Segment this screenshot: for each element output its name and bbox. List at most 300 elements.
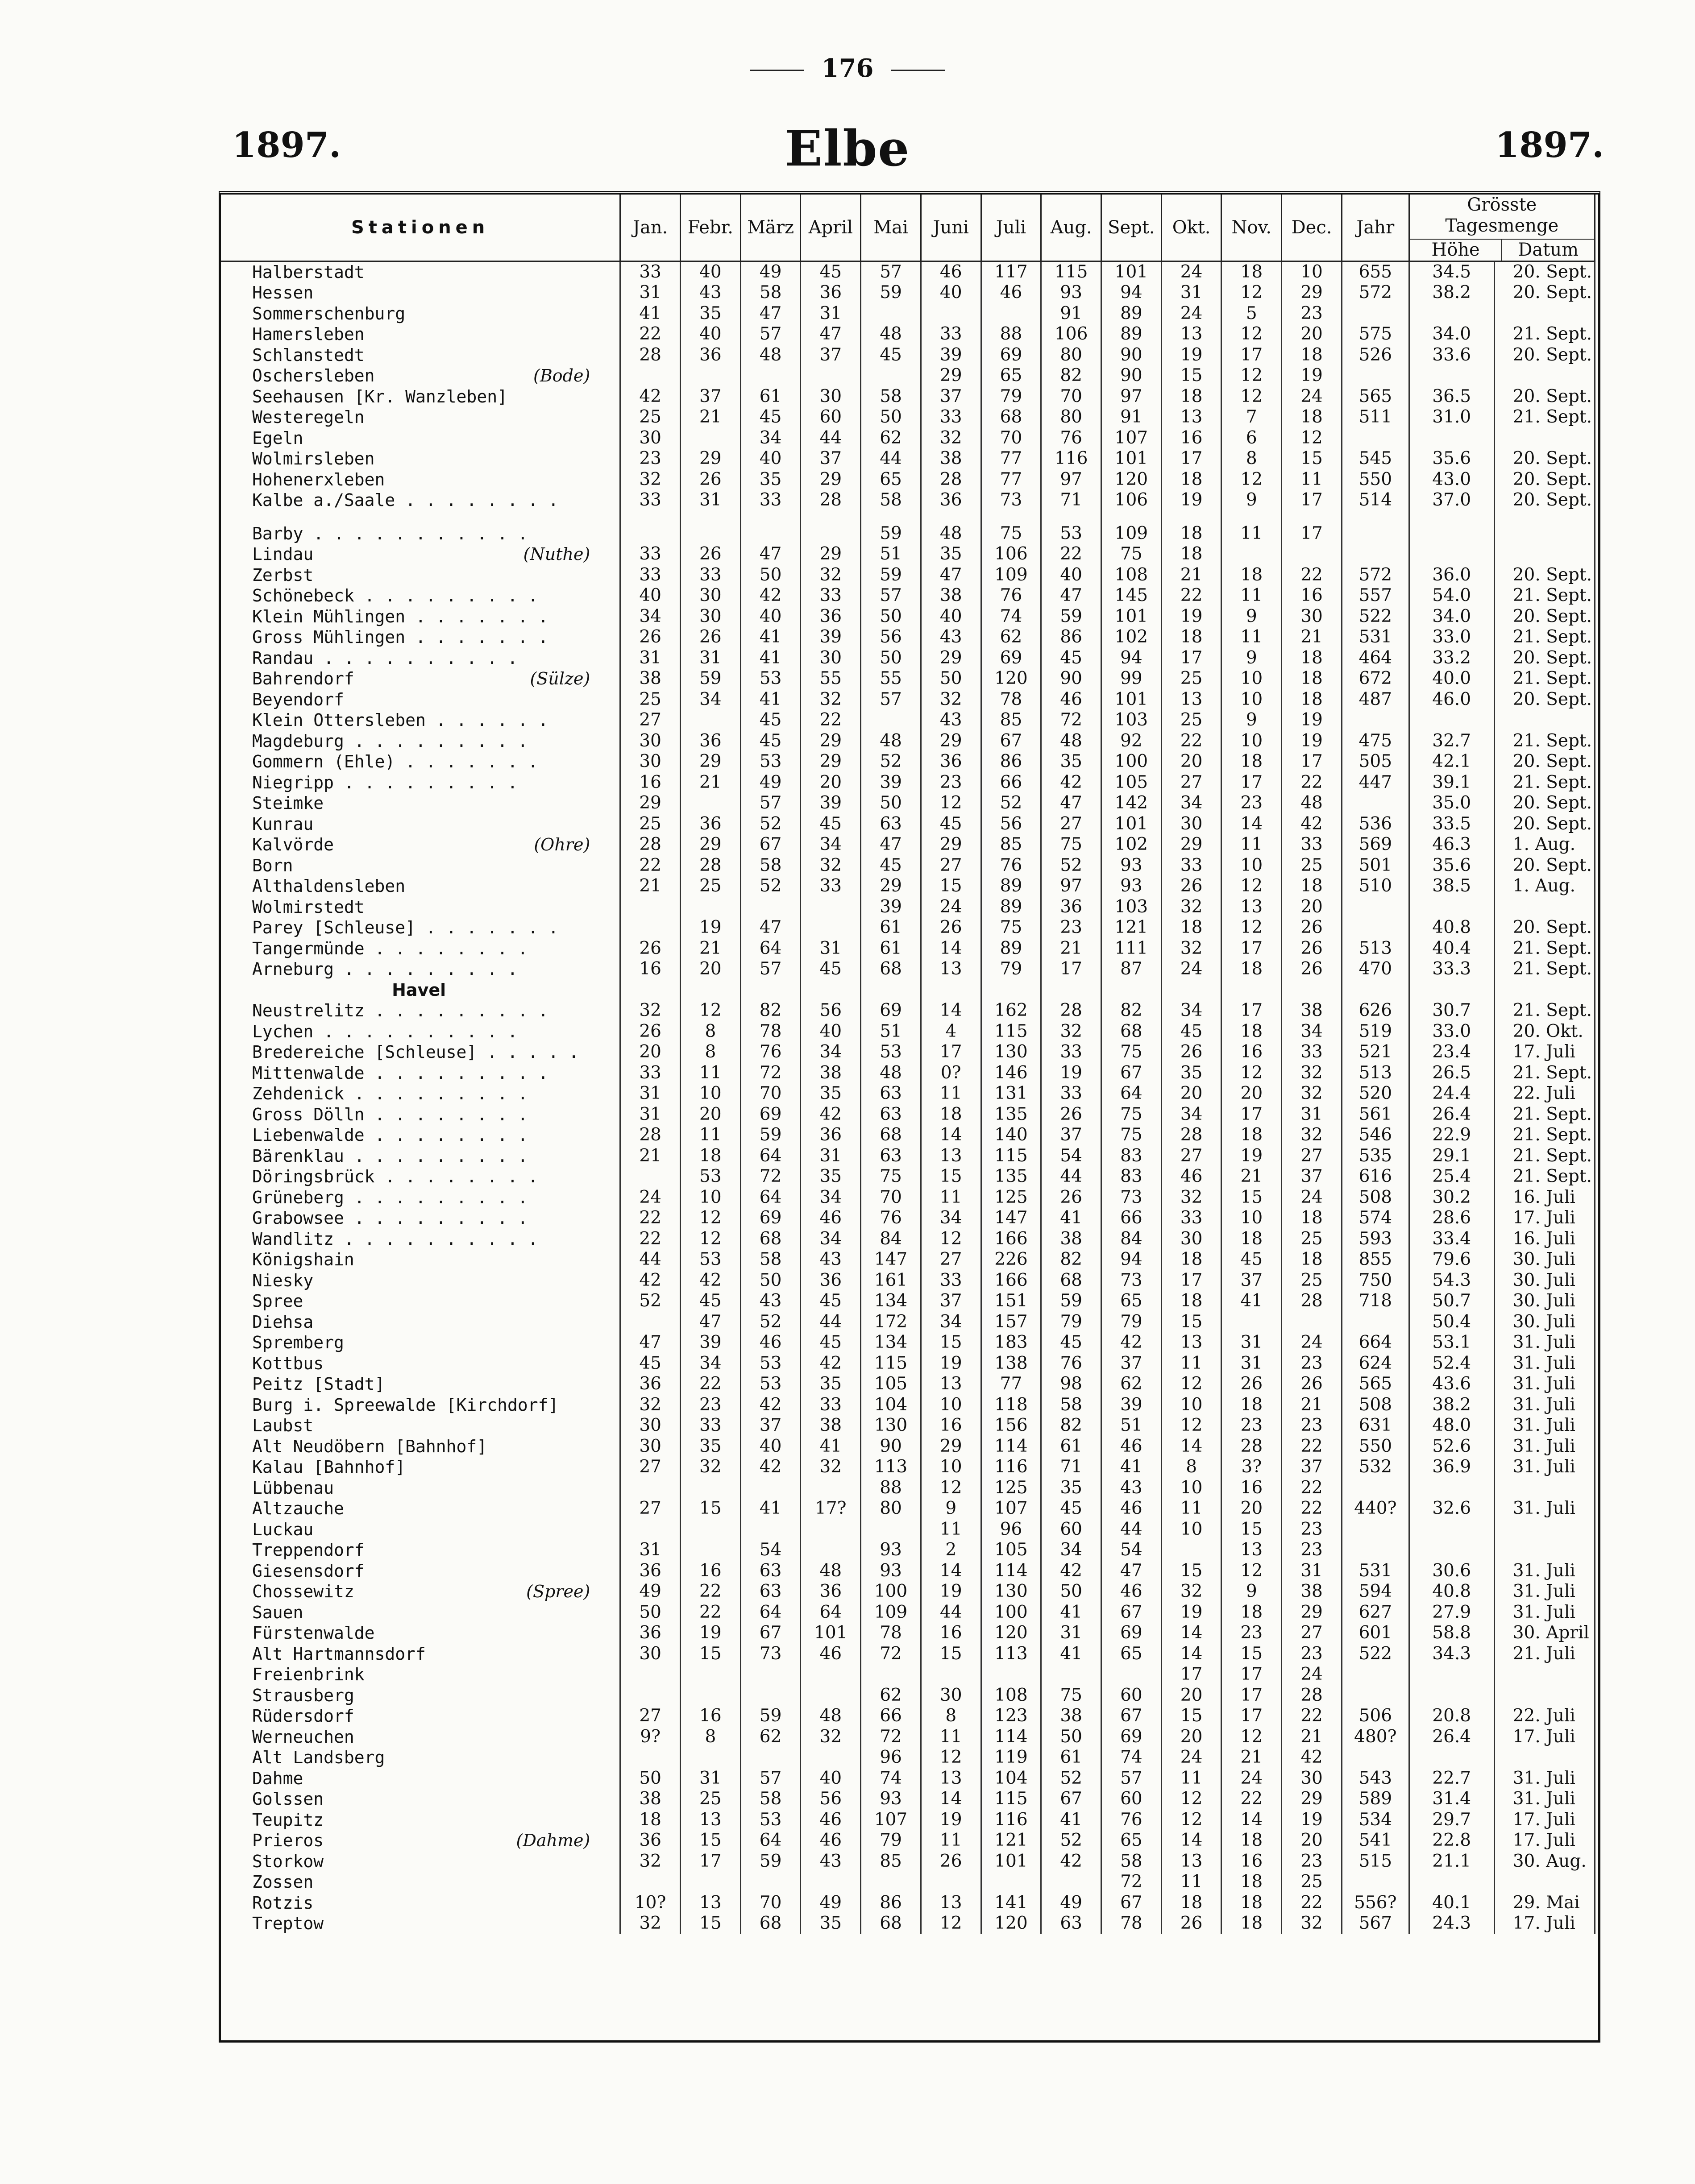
month-value: 28 xyxy=(620,834,681,855)
month-value: 22 xyxy=(620,855,681,876)
table-row xyxy=(221,1602,1595,1623)
station-cell xyxy=(221,793,620,814)
month-value: 31 xyxy=(1282,1104,1342,1125)
month-value: 18 xyxy=(1282,407,1342,428)
station-cell xyxy=(221,1623,620,1644)
year-total: 601 xyxy=(1342,1623,1409,1644)
month-value: 32 xyxy=(801,689,861,710)
station-name: Barby . . . . . . . . . . . xyxy=(252,523,528,543)
month-value xyxy=(681,710,741,731)
station-name: Hohenerxleben xyxy=(252,469,385,489)
station-name: Döringsbrück . . . . . . . . xyxy=(252,1167,538,1186)
month-value: 89 xyxy=(1101,303,1162,324)
month-value: 46 xyxy=(801,1644,861,1665)
year-total: 664 xyxy=(1342,1332,1409,1353)
month-value: 31 xyxy=(801,303,861,324)
month-value: 36 xyxy=(1041,897,1101,918)
table-row xyxy=(221,1166,1595,1187)
station-name: Gommern (Ehle) . . . . . . . xyxy=(252,752,538,771)
max-height: 34.5 xyxy=(1409,261,1494,282)
month-value: 41 xyxy=(1221,1291,1282,1312)
month-value: 11 xyxy=(1221,523,1282,544)
max-date: 16. Juli xyxy=(1494,1187,1595,1208)
month-value: 33 xyxy=(681,1415,741,1436)
month-value: 31 xyxy=(1221,1353,1282,1374)
station-name: Niesky xyxy=(252,1270,314,1290)
month-value: 38 xyxy=(620,1789,681,1810)
year-total: 447 xyxy=(1342,772,1409,793)
month-value: 45 xyxy=(740,710,801,731)
month-value: 18 xyxy=(1161,523,1221,544)
month-value: 120 xyxy=(981,1623,1041,1644)
month-value: 42 xyxy=(740,1457,801,1478)
month-value: 51 xyxy=(861,1021,921,1042)
table-row xyxy=(221,1353,1595,1374)
month-value: 29 xyxy=(801,544,861,565)
table-row xyxy=(221,1644,1595,1665)
month-value: 39 xyxy=(801,627,861,648)
month-value: 24 xyxy=(921,897,981,918)
station-name: Dahme xyxy=(252,1768,303,1788)
month-value: 18 xyxy=(1161,627,1221,648)
max-height: 46.3 xyxy=(1409,834,1494,855)
max-date: 31. Juli xyxy=(1494,1332,1595,1353)
month-value: 11 xyxy=(1161,1768,1221,1789)
month-value: 41 xyxy=(801,1436,861,1457)
month-value: 75 xyxy=(1041,834,1101,855)
station-name: Gross Dölln . . . . . . . . xyxy=(252,1104,528,1124)
month-value: 32 xyxy=(1041,1021,1101,1042)
max-date: 20. Sept. xyxy=(1494,282,1595,303)
month-value: 68 xyxy=(1041,1270,1101,1291)
month-value xyxy=(861,1519,921,1540)
table-row xyxy=(221,1706,1595,1727)
month-value: 28 xyxy=(1282,1685,1342,1706)
station-name: Lübbenau xyxy=(252,1478,334,1498)
month-value xyxy=(861,710,921,731)
month-value: 27 xyxy=(921,1249,981,1270)
month-value xyxy=(801,1872,861,1893)
month-value: 26 xyxy=(921,1851,981,1872)
month-value: 64 xyxy=(740,1602,801,1623)
month-value: 34 xyxy=(620,606,681,627)
month-value: 11 xyxy=(921,1727,981,1748)
month-value: 77 xyxy=(981,448,1041,469)
month-value: 18 xyxy=(1282,668,1342,689)
month-value: 19 xyxy=(1041,1063,1101,1084)
month-value: 88 xyxy=(861,1478,921,1499)
month-value: 17 xyxy=(1282,490,1342,511)
month-value: 71 xyxy=(1041,1457,1101,1478)
month-value: 48 xyxy=(921,523,981,544)
station-cell xyxy=(221,1312,620,1333)
month-value: 103 xyxy=(1101,897,1162,918)
month-value: 13 xyxy=(921,1374,981,1395)
month-value: 27 xyxy=(620,1498,681,1519)
table-row xyxy=(221,648,1595,669)
max-date: 20. Sept. xyxy=(1494,917,1595,938)
month-value: 38 xyxy=(921,448,981,469)
station-cell xyxy=(221,1561,620,1582)
station-name: Gross Mühlingen . . . . . . . xyxy=(252,627,548,647)
year-total: 510 xyxy=(1342,876,1409,897)
month-value: 71 xyxy=(1041,490,1101,511)
month-value: 14 xyxy=(921,1125,981,1146)
month-value: 33 xyxy=(620,1063,681,1084)
month-value: 45 xyxy=(801,261,861,282)
max-height: 35.6 xyxy=(1409,855,1494,876)
month-value: 14 xyxy=(921,1789,981,1810)
spacer-cell xyxy=(801,511,861,523)
month-value: 12 xyxy=(921,1913,981,1934)
max-height: 42.1 xyxy=(1409,751,1494,772)
month-value: 16 xyxy=(620,959,681,980)
month-value: 48 xyxy=(861,1063,921,1084)
month-value: 37 xyxy=(801,448,861,469)
month-value: 18 xyxy=(1161,1893,1221,1914)
month-value: 77 xyxy=(981,469,1041,490)
year-total: 624 xyxy=(1342,1353,1409,1374)
year-total xyxy=(1342,1872,1409,1893)
month-value: 75 xyxy=(1041,1685,1101,1706)
station-cell xyxy=(221,668,620,689)
month-value: 31 xyxy=(1161,282,1221,303)
month-value: 13 xyxy=(1161,407,1221,428)
month-value: 36 xyxy=(801,282,861,303)
max-height: 29.1 xyxy=(1409,1146,1494,1167)
month-value: 42 xyxy=(1282,814,1342,835)
station-name: Burg i. Spreewalde [Kirchdorf] xyxy=(252,1395,559,1415)
month-value: 166 xyxy=(981,1270,1041,1291)
month-value: 38 xyxy=(801,1063,861,1084)
month-value: 61 xyxy=(740,386,801,407)
table-row xyxy=(221,1768,1595,1789)
month-value: 33 xyxy=(1161,1208,1221,1229)
month-value: 23 xyxy=(1221,1415,1282,1436)
table-row xyxy=(221,814,1595,835)
month-value: 32 xyxy=(620,469,681,490)
month-value: 22 xyxy=(1282,1893,1342,1914)
month-value xyxy=(801,897,861,918)
month-value: 20 xyxy=(1282,1830,1342,1851)
station-cell xyxy=(221,1125,620,1146)
station-name: Chossewitz xyxy=(252,1582,354,1601)
year-total xyxy=(1342,523,1409,544)
max-date xyxy=(1494,1685,1595,1706)
year-total: 626 xyxy=(1342,1000,1409,1021)
month-value: 118 xyxy=(981,1395,1041,1416)
station-name: Kalau [Bahnhof] xyxy=(252,1457,406,1477)
year-total xyxy=(1342,1519,1409,1540)
month-value: 32 xyxy=(801,565,861,586)
max-height: 50.4 xyxy=(1409,1312,1494,1333)
month-value: 12 xyxy=(1221,876,1282,897)
station-name: Kunrau xyxy=(252,814,314,834)
month-value: 26 xyxy=(1282,959,1342,980)
table-row xyxy=(221,1021,1595,1042)
max-height: 52.4 xyxy=(1409,1353,1494,1374)
month-value: 20 xyxy=(801,772,861,793)
station-name: Born xyxy=(252,855,293,875)
precipitation-table-frame xyxy=(219,191,1600,2043)
month-value: 73 xyxy=(1101,1270,1162,1291)
month-value: 36 xyxy=(681,731,741,752)
month-value: 41 xyxy=(740,627,801,648)
empty-cell xyxy=(1409,980,1494,1001)
station-name: Kalbe a./Saale . . . . . . . . xyxy=(252,490,559,510)
header-month: Jan. xyxy=(620,195,681,261)
month-value xyxy=(801,1685,861,1706)
month-value: 75 xyxy=(1101,1042,1162,1063)
max-height: 33.0 xyxy=(1409,1021,1494,1042)
month-value: 89 xyxy=(1101,324,1162,345)
month-value: 26 xyxy=(1282,917,1342,938)
max-height: 22.9 xyxy=(1409,1125,1494,1146)
month-value: 18 xyxy=(1161,917,1221,938)
month-value: 32 xyxy=(620,1913,681,1934)
table-row xyxy=(221,365,1595,386)
month-value: 98 xyxy=(1041,1374,1101,1395)
max-date xyxy=(1494,710,1595,731)
max-height: 33.2 xyxy=(1409,648,1494,669)
station-cell xyxy=(221,490,620,511)
month-value: 93 xyxy=(861,1561,921,1582)
month-value: 12 xyxy=(1221,282,1282,303)
max-date xyxy=(1494,1519,1595,1540)
station-cell xyxy=(221,876,620,897)
max-date: 20. Sept. xyxy=(1494,606,1595,627)
station-name: Magdeburg . . . . . . . . . xyxy=(252,731,528,751)
max-height: 28.6 xyxy=(1409,1208,1494,1229)
month-value: 33 xyxy=(1041,1083,1101,1104)
month-value: 115 xyxy=(981,1021,1041,1042)
month-value: 75 xyxy=(981,917,1041,938)
month-value: 67 xyxy=(1041,1789,1101,1810)
month-value: 78 xyxy=(861,1623,921,1644)
table-row xyxy=(221,345,1595,366)
month-value: 18 xyxy=(1161,1249,1221,1270)
month-value: 19 xyxy=(1282,1810,1342,1831)
max-date: 20. Sept. xyxy=(1494,565,1595,586)
station-name: Teupitz xyxy=(252,1810,324,1830)
month-value: 75 xyxy=(861,1166,921,1187)
month-value: 14 xyxy=(1221,814,1282,835)
month-value: 89 xyxy=(981,897,1041,918)
month-value: 115 xyxy=(1041,261,1101,282)
month-value: 33 xyxy=(801,876,861,897)
month-value: 20 xyxy=(1161,1685,1221,1706)
month-value: 28 xyxy=(1041,1000,1101,1021)
month-value: 32 xyxy=(1161,897,1221,918)
month-value: 120 xyxy=(981,668,1041,689)
max-date: 21. Sept. xyxy=(1494,407,1595,428)
month-value: 115 xyxy=(981,1789,1041,1810)
month-value: 37 xyxy=(1221,1270,1282,1291)
month-value: 101 xyxy=(1101,261,1162,282)
month-value: 33 xyxy=(921,407,981,428)
month-value: 18 xyxy=(1221,751,1282,772)
month-value: 45 xyxy=(801,1291,861,1312)
station-cell xyxy=(221,917,620,938)
month-value: 7 xyxy=(1221,407,1282,428)
month-value: 53 xyxy=(681,1249,741,1270)
month-value: 73 xyxy=(1101,1187,1162,1208)
month-value: 88 xyxy=(981,324,1041,345)
month-value: 64 xyxy=(740,1146,801,1167)
month-value: 9 xyxy=(1221,648,1282,669)
month-value: 48 xyxy=(1041,731,1101,752)
month-value: 40 xyxy=(620,585,681,606)
header-month: Juni xyxy=(921,195,981,261)
dash-right xyxy=(891,70,945,71)
station-cell xyxy=(221,544,620,565)
year-total xyxy=(1342,1685,1409,1706)
month-value: 57 xyxy=(740,959,801,980)
max-date: 20. Sept. xyxy=(1494,490,1595,511)
month-value: 25 xyxy=(1161,710,1221,731)
max-date: 20. Sept. xyxy=(1494,751,1595,772)
month-value: 12 xyxy=(1221,324,1282,345)
max-date xyxy=(1494,1664,1595,1685)
month-value: 13 xyxy=(921,1893,981,1914)
station-name: Seehausen [Kr. Wanzleben] xyxy=(252,386,507,406)
month-value: 52 xyxy=(1041,1768,1101,1789)
year-total xyxy=(1342,303,1409,324)
month-value: 15 xyxy=(921,1332,981,1353)
header-month: Okt. xyxy=(1161,195,1221,261)
header-row xyxy=(221,195,1595,261)
month-value: 13 xyxy=(681,1810,741,1831)
table-row xyxy=(221,1789,1595,1810)
month-value: 12 xyxy=(1161,1789,1221,1810)
month-value: 34 xyxy=(801,1042,861,1063)
month-value: 20 xyxy=(1282,897,1342,918)
month-value: 36 xyxy=(620,1830,681,1851)
month-value: 46 xyxy=(1161,1166,1221,1187)
month-value: 38 xyxy=(620,668,681,689)
month-value: 27 xyxy=(1041,814,1101,835)
month-value: 93 xyxy=(861,1540,921,1561)
year-total: 470 xyxy=(1342,959,1409,980)
station-cell xyxy=(221,448,620,469)
max-height: 38.2 xyxy=(1409,1395,1494,1416)
year-total: 572 xyxy=(1342,282,1409,303)
month-value: 46 xyxy=(1101,1498,1162,1519)
month-value: 46 xyxy=(1101,1581,1162,1602)
month-value: 33 xyxy=(801,1395,861,1416)
month-value: 49 xyxy=(620,1581,681,1602)
month-value: 12 xyxy=(1221,1561,1282,1582)
month-value: 22 xyxy=(681,1374,741,1395)
month-value: 34 xyxy=(1041,1540,1101,1561)
month-value: 91 xyxy=(1101,407,1162,428)
month-value: 27 xyxy=(620,710,681,731)
month-value: 17 xyxy=(1221,1664,1282,1685)
station-cell xyxy=(221,1581,620,1602)
max-height: 26.4 xyxy=(1409,1727,1494,1748)
spacer-cell xyxy=(1282,511,1342,523)
max-height xyxy=(1409,1685,1494,1706)
month-value: 47 xyxy=(1101,1561,1162,1582)
month-value xyxy=(1101,1664,1162,1685)
month-value: 27 xyxy=(1161,772,1221,793)
month-value xyxy=(681,428,741,449)
month-value xyxy=(620,523,681,544)
month-value: 14 xyxy=(1161,1623,1221,1644)
year-total: 519 xyxy=(1342,1021,1409,1042)
month-value: 111 xyxy=(1101,938,1162,959)
station-cell xyxy=(221,1332,620,1353)
month-value: 46 xyxy=(801,1208,861,1229)
month-value xyxy=(620,1166,681,1187)
month-value: 40 xyxy=(740,606,801,627)
month-value: 79 xyxy=(1041,1312,1101,1333)
month-value: 18 xyxy=(620,1810,681,1831)
month-value: 78 xyxy=(1101,1913,1162,1934)
month-value: 40 xyxy=(740,448,801,469)
month-value xyxy=(620,917,681,938)
max-height: 33.5 xyxy=(1409,814,1494,835)
station-cell xyxy=(221,1789,620,1810)
header-hoehe: Höhe xyxy=(1410,240,1503,261)
max-date xyxy=(1494,897,1595,918)
month-value: 34 xyxy=(1282,1021,1342,1042)
max-date: 21. Sept. xyxy=(1494,938,1595,959)
station-cell xyxy=(221,1893,620,1914)
table-row xyxy=(221,565,1595,586)
month-value: 15 xyxy=(921,1644,981,1665)
max-date: 1. Aug. xyxy=(1494,876,1595,897)
month-value: 42 xyxy=(801,1104,861,1125)
month-value: 84 xyxy=(861,1229,921,1250)
month-value: 17 xyxy=(1041,959,1101,980)
month-value: 28 xyxy=(1221,1436,1282,1457)
month-value: 10 xyxy=(1221,668,1282,689)
month-value: 121 xyxy=(981,1830,1041,1851)
max-height: 37.0 xyxy=(1409,490,1494,511)
month-value: 43 xyxy=(801,1249,861,1270)
month-value: 12 xyxy=(1161,1415,1221,1436)
month-value: 22 xyxy=(1041,544,1101,565)
station-cell xyxy=(221,345,620,366)
month-value: 27 xyxy=(620,1457,681,1478)
month-value: 24 xyxy=(1161,1747,1221,1768)
month-value: 45 xyxy=(681,1291,741,1312)
month-value: 72 xyxy=(740,1063,801,1084)
month-value: 58 xyxy=(1041,1395,1101,1416)
month-value: 35 xyxy=(740,469,801,490)
station-cell xyxy=(221,1727,620,1748)
month-value: 19 xyxy=(1161,490,1221,511)
month-value xyxy=(681,1747,741,1768)
month-value: 61 xyxy=(861,938,921,959)
month-value: 15 xyxy=(681,1913,741,1934)
month-value: 24 xyxy=(1282,1187,1342,1208)
month-value: 107 xyxy=(981,1498,1041,1519)
month-value: 35 xyxy=(681,303,741,324)
month-value xyxy=(801,917,861,938)
month-value: 33 xyxy=(1041,1042,1101,1063)
month-value: 9 xyxy=(1221,606,1282,627)
month-value: 30 xyxy=(620,1415,681,1436)
month-value xyxy=(801,1540,861,1561)
station-name: Alt Neudöbern [Bahnhof] xyxy=(252,1436,487,1456)
month-value: 32 xyxy=(1282,1063,1342,1084)
table-row xyxy=(221,772,1595,793)
station-cell xyxy=(221,814,620,835)
year-total: 513 xyxy=(1342,1063,1409,1084)
max-height: 40.8 xyxy=(1409,1581,1494,1602)
